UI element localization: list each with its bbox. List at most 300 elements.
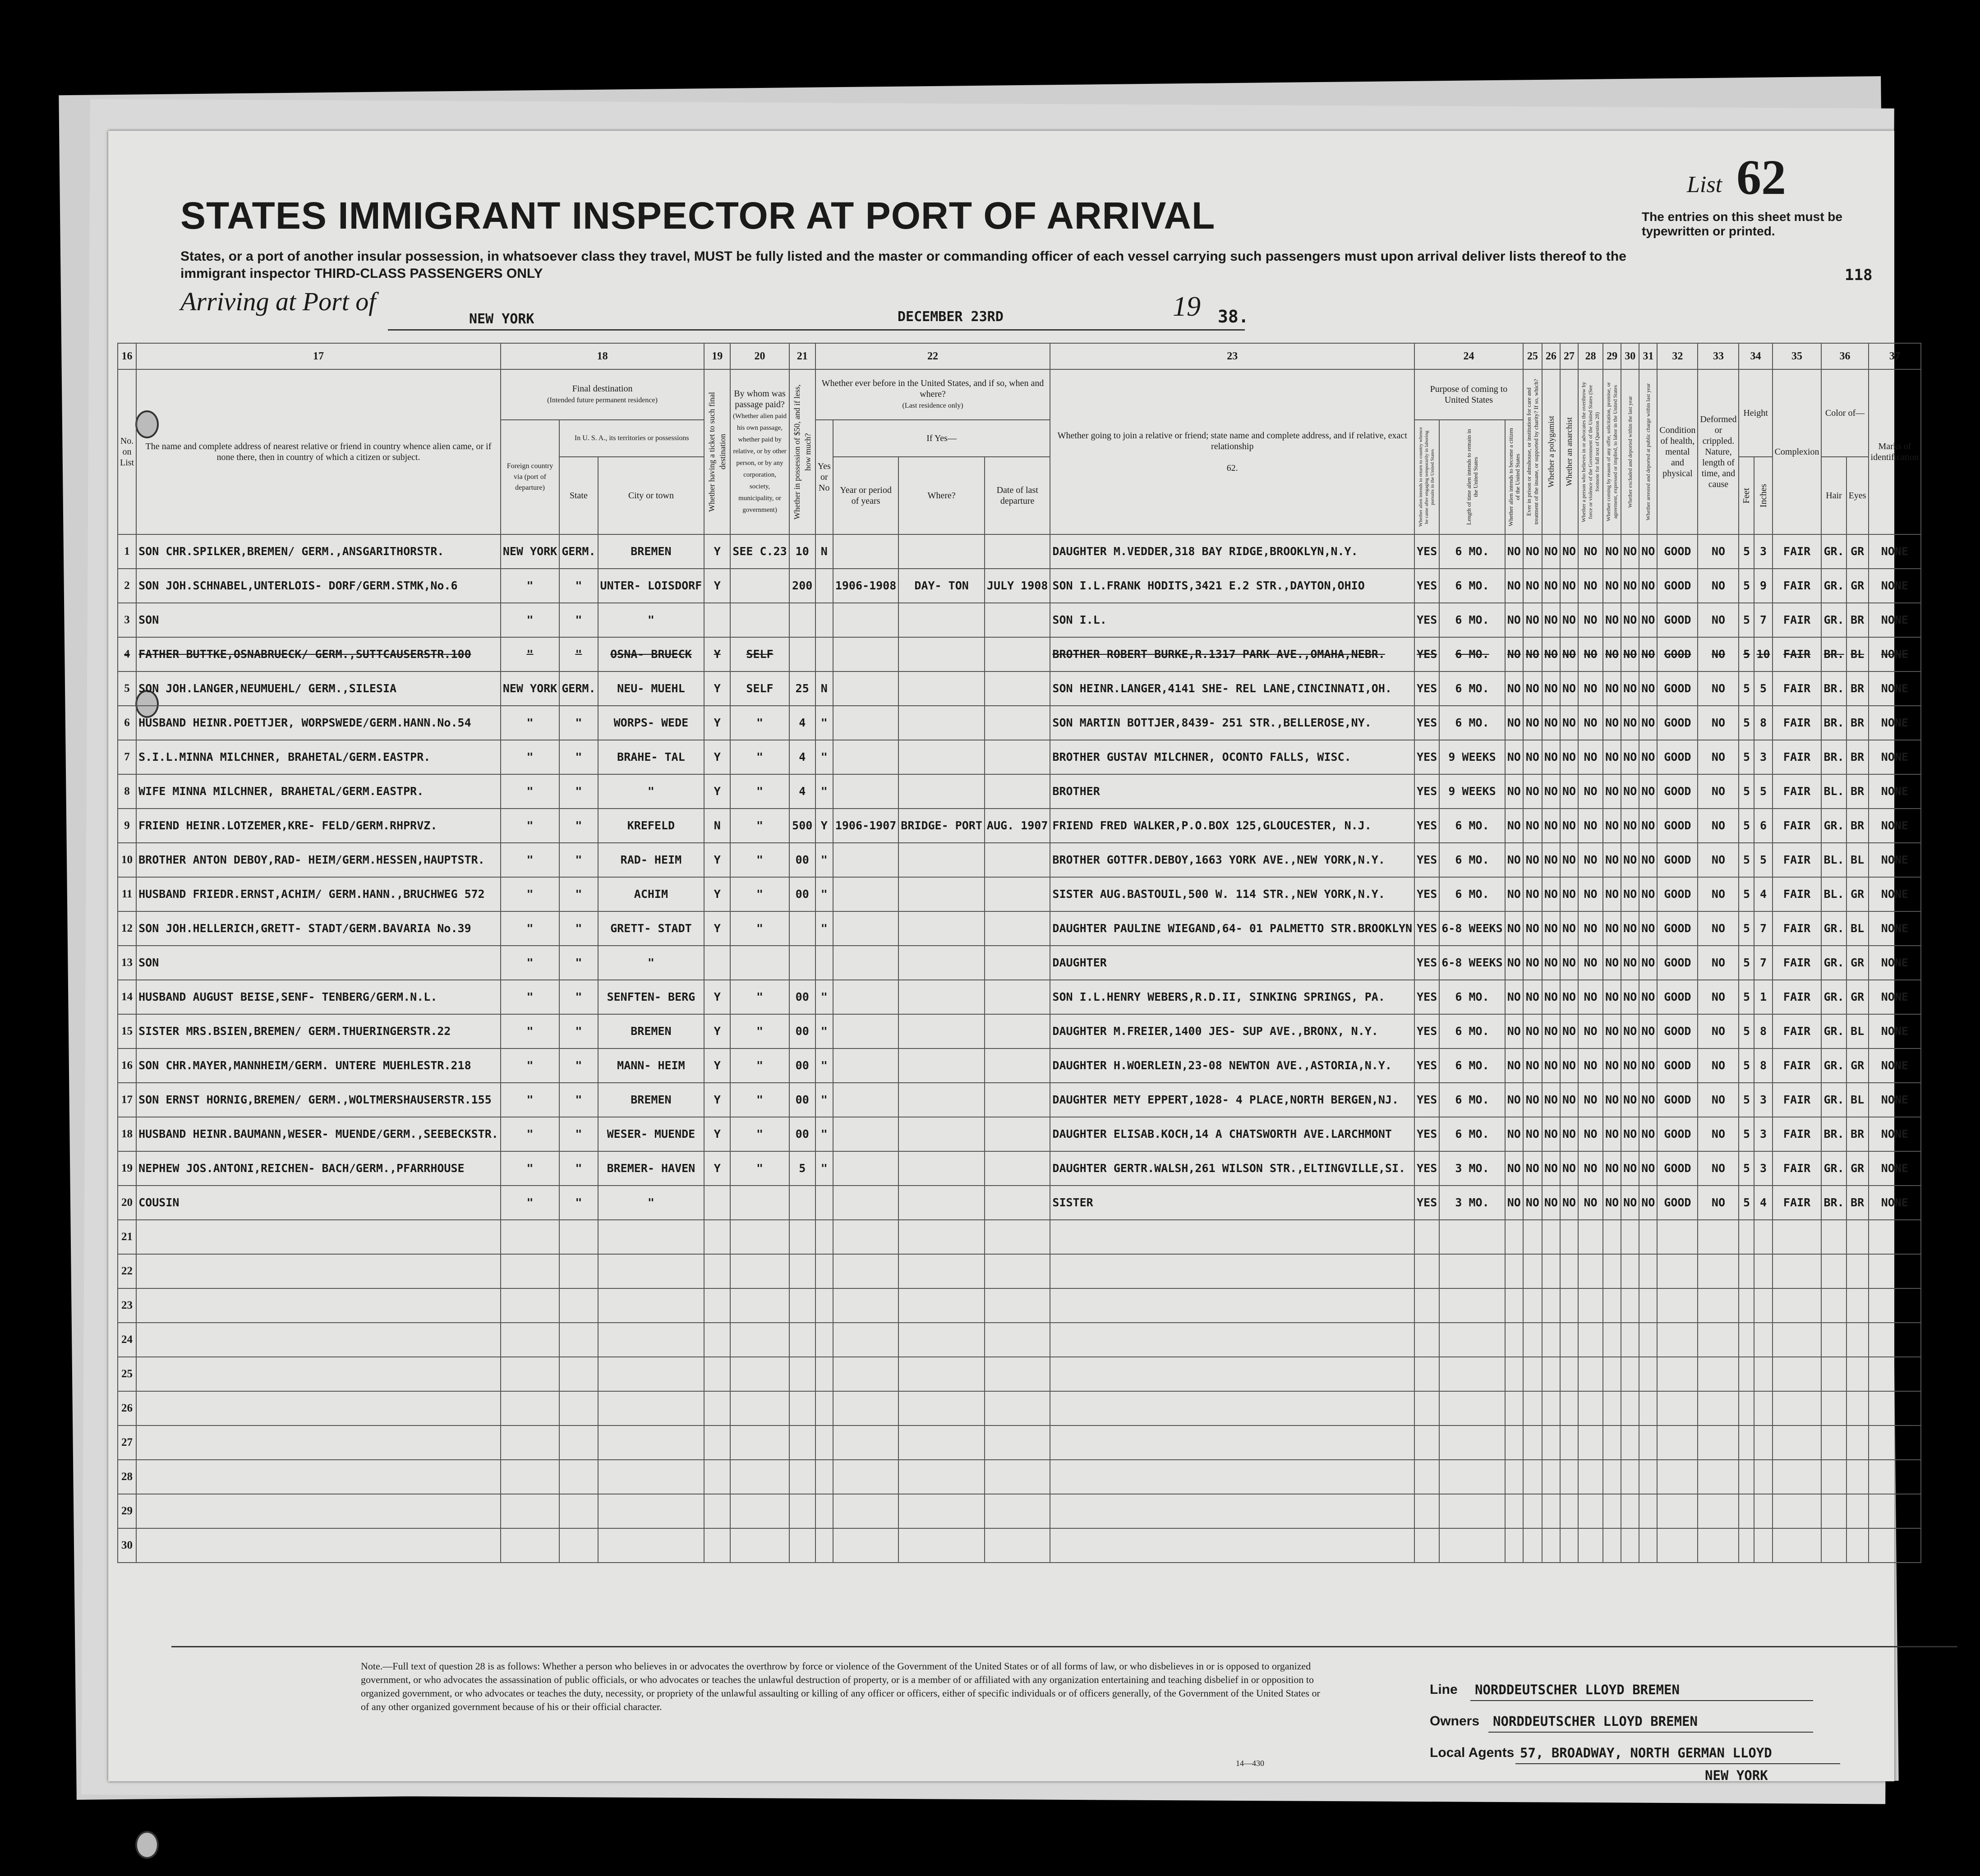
cell-via: NEW YORK	[501, 534, 559, 569]
cell-dep	[985, 946, 1050, 980]
page-number: 118	[1845, 266, 1873, 284]
cell-q29: NO	[1603, 911, 1621, 946]
cell-health: GOOD	[1657, 911, 1698, 946]
empty-cell	[1821, 1254, 1846, 1288]
cell-hair: GR.	[1821, 1014, 1846, 1048]
empty-cell	[598, 1220, 705, 1254]
cell-dep	[985, 637, 1050, 671]
empty-cell	[898, 1288, 985, 1323]
cell-ticket: Y	[704, 877, 730, 911]
empty-cell	[1621, 1460, 1639, 1494]
cell-ft: 5	[1739, 534, 1754, 569]
empty-cell	[1754, 1357, 1772, 1391]
cell-p2: 9 WEEKS	[1439, 774, 1505, 809]
list-label: List	[1687, 172, 1722, 198]
cell-money: 4	[789, 706, 815, 740]
cell-where: DAY- TON	[898, 569, 985, 603]
empty-cell	[985, 1460, 1050, 1494]
cell-q27: NO	[1560, 809, 1578, 843]
cell-n: 18	[118, 1117, 136, 1151]
empty-cell	[598, 1323, 705, 1357]
cell-join: DAUGHTER GERTR.WALSH,261 WILSON STR.,ELTINGVILLE,SI.	[1050, 1151, 1414, 1186]
empty-cell	[1639, 1391, 1657, 1425]
cell-city: MANN- HEIM	[598, 1048, 705, 1083]
cell-q25: NO	[1523, 877, 1542, 911]
empty-cell	[1414, 1528, 1439, 1563]
col-19-number: 19	[704, 343, 730, 369]
cell-city: "	[598, 774, 705, 809]
col-hair-header: Hair	[1821, 457, 1846, 534]
empty-cell	[501, 1288, 559, 1323]
empty-cell	[1739, 1288, 1754, 1323]
cell-city: UNTER- LOISDORF	[598, 569, 705, 603]
col-21-number: 21	[789, 343, 815, 369]
cell-q27: NO	[1560, 877, 1578, 911]
cell-state: "	[559, 1014, 598, 1048]
cell-dep: JULY 1908	[985, 569, 1050, 603]
page-subtitle: States, or a port of another insular possession, in whatsoever class they travel, MUST be fully listed and the master or commanding officer of each vessel carrying such passengers must upon arrival deliver lists thereof to the immigrant inspector THIRD-CLASS PASSENGERS ONLY	[180, 249, 1626, 281]
cell-hair: GR.	[1821, 534, 1846, 569]
cell-city: BREMEN	[598, 1083, 705, 1117]
empty-cell	[789, 1220, 815, 1254]
cell-comp: FAIR	[1773, 569, 1822, 603]
cell-paid	[730, 946, 789, 980]
cell-join: FRIEND FRED WALKER,P.O.BOX 125,GLOUCESTER, N.J.	[1050, 809, 1414, 843]
cell-n: 16	[118, 1048, 136, 1083]
cell-p2: 6 MO.	[1439, 843, 1505, 877]
cell-yn: "	[815, 1048, 833, 1083]
col-height-header: Height	[1739, 369, 1772, 457]
cell-n: 5	[118, 671, 136, 706]
empty-cell	[833, 1528, 898, 1563]
cell-join: BROTHER ROBERT BURKE,R.1317 PARK AVE.,OMAHA,NEBR.	[1050, 637, 1414, 671]
cell-marks: NONE	[1869, 1117, 1921, 1151]
cell-yrs	[833, 637, 898, 671]
cell-state: "	[559, 980, 598, 1014]
cell-q27: NO	[1560, 603, 1578, 637]
cell-q31: NO	[1639, 1014, 1657, 1048]
cell-ft: 5	[1739, 980, 1754, 1014]
cell-n: 3	[118, 603, 136, 637]
cell-q31: NO	[1639, 603, 1657, 637]
empty-cell	[815, 1357, 833, 1391]
cell-health: GOOD	[1657, 569, 1698, 603]
cell-rel: FRIEND HEINR.LOTZEMER,KRE- FELD/GERM.RHPRVZ.	[136, 809, 501, 843]
empty-cell	[1621, 1425, 1639, 1460]
cell-money: 00	[789, 1117, 815, 1151]
cell-where	[898, 1014, 985, 1048]
cell-q27: NO	[1560, 740, 1578, 774]
table-row	[118, 1186, 1921, 1220]
empty-cell	[789, 1528, 815, 1563]
cell-ft: 5	[1739, 1117, 1754, 1151]
empty-cell	[1869, 1528, 1921, 1563]
empty-cell	[1505, 1288, 1523, 1323]
cell-q27: NO	[1560, 980, 1578, 1014]
cell-q30: NO	[1621, 946, 1639, 980]
col-37-number: 37	[1869, 343, 1921, 369]
cell-city: KREFELD	[598, 809, 705, 843]
cell-via: "	[501, 980, 559, 1014]
cell-money	[789, 637, 815, 671]
cell-q26: NO	[1542, 843, 1560, 877]
empty-cell	[1439, 1288, 1505, 1323]
cell-paid: "	[730, 774, 789, 809]
cell-marks: NONE	[1869, 877, 1921, 911]
cell-health: GOOD	[1657, 1151, 1698, 1186]
cell-deformed: NO	[1698, 1083, 1739, 1117]
col-citizen-header	[1505, 420, 1523, 534]
cell-ft: 5	[1739, 946, 1754, 980]
col-23-number: 23	[1050, 343, 1414, 369]
col-27-number: 27	[1560, 343, 1578, 369]
col-24-number: 24	[1414, 343, 1523, 369]
cell-rel: NEPHEW JOS.ANTONI,REICHEN- BACH/GERM.,PFARRHOUSE	[136, 1151, 501, 1186]
cell-rel: HUSBAND HEINR.BAUMANN,WESER- MUENDE/GERM.,SEEBECKSTR.	[136, 1117, 501, 1151]
cell-yn: "	[815, 1151, 833, 1186]
cell-p3: NO	[1505, 1014, 1523, 1048]
cell-eyes: BL	[1846, 911, 1869, 946]
cell-ticket	[704, 603, 730, 637]
empty-cell	[730, 1288, 789, 1323]
empty-cell	[136, 1528, 501, 1563]
cell-p3: NO	[1505, 569, 1523, 603]
empty-cell	[985, 1357, 1050, 1391]
empty-cell	[1869, 1357, 1921, 1391]
cell-marks: NONE	[1869, 671, 1921, 706]
cell-state: "	[559, 1151, 598, 1186]
cell-deformed: NO	[1698, 1117, 1739, 1151]
cell-n: 25	[118, 1357, 136, 1391]
cell-n: 26	[118, 1391, 136, 1425]
cell-p1: YES	[1414, 1083, 1439, 1117]
empty-cell	[1050, 1323, 1414, 1357]
empty-cell	[1505, 1323, 1523, 1357]
cell-q31: NO	[1639, 1048, 1657, 1083]
empty-cell	[833, 1357, 898, 1391]
table-row	[118, 911, 1921, 946]
empty-cell	[1754, 1391, 1772, 1425]
cell-eyes: GR	[1846, 569, 1869, 603]
col-list-number-header: No. on List	[118, 369, 136, 534]
cell-money: 00	[789, 1014, 815, 1048]
cell-q27: NO	[1560, 911, 1578, 946]
cell-n: 30	[118, 1528, 136, 1563]
cell-yrs	[833, 911, 898, 946]
cell-n: 23	[118, 1288, 136, 1323]
table-row	[118, 671, 1921, 706]
cell-health: GOOD	[1657, 877, 1698, 911]
empty-row	[118, 1391, 1921, 1425]
empty-cell	[985, 1494, 1050, 1528]
cell-q29: NO	[1603, 637, 1621, 671]
table-row	[118, 603, 1921, 637]
empty-cell	[1698, 1220, 1739, 1254]
empty-cell	[985, 1391, 1050, 1425]
cell-deformed: NO	[1698, 706, 1739, 740]
cell-q29: NO	[1603, 877, 1621, 911]
empty-cell	[1523, 1494, 1542, 1528]
cell-q25: NO	[1523, 534, 1542, 569]
cell-q28: NO	[1578, 877, 1603, 911]
empty-cell	[1603, 1528, 1621, 1563]
empty-cell	[789, 1460, 815, 1494]
cell-dep	[985, 1014, 1050, 1048]
polygamist-header-text: Whether a polygamist	[1546, 416, 1556, 488]
empty-cell	[1621, 1288, 1639, 1323]
empty-cell	[1773, 1494, 1822, 1528]
cell-city: "	[598, 603, 705, 637]
cell-paid: SEE C.23	[730, 534, 789, 569]
empty-cell	[1050, 1220, 1414, 1254]
cell-yrs	[833, 1186, 898, 1220]
cell-hair: GR.	[1821, 603, 1846, 637]
cell-q30: NO	[1621, 534, 1639, 569]
cell-p2: 6 MO.	[1439, 603, 1505, 637]
cell-q29: NO	[1603, 569, 1621, 603]
cell-q30: NO	[1621, 1117, 1639, 1151]
empty-cell	[1439, 1220, 1505, 1254]
cell-in: 1	[1754, 980, 1772, 1014]
table-row	[118, 569, 1921, 603]
cell-q31: NO	[1639, 980, 1657, 1014]
cell-ft: 5	[1739, 1186, 1754, 1220]
cell-n: 13	[118, 946, 136, 980]
col-deported-header	[1639, 369, 1657, 534]
table-row	[118, 946, 1921, 980]
cell-rel: SON CHR.SPILKER,BREMEN/ GERM.,ANSGARITHORSTR.	[136, 534, 501, 569]
cell-p1: YES	[1414, 603, 1439, 637]
cell-q28: NO	[1578, 1117, 1603, 1151]
cell-yn: Y	[815, 809, 833, 843]
cell-deformed: NO	[1698, 946, 1739, 980]
cell-yn	[815, 569, 833, 603]
empty-cell	[833, 1254, 898, 1288]
cell-ft: 5	[1739, 877, 1754, 911]
cell-deformed: NO	[1698, 1186, 1739, 1220]
cell-health: GOOD	[1657, 1048, 1698, 1083]
empty-cell	[1739, 1460, 1754, 1494]
empty-cell	[815, 1460, 833, 1494]
empty-cell	[1523, 1357, 1542, 1391]
empty-cell	[898, 1220, 985, 1254]
empty-cell	[833, 1288, 898, 1323]
table-row	[118, 1014, 1921, 1048]
cell-via: "	[501, 706, 559, 740]
col-departure-header: Date of last departure	[985, 457, 1050, 534]
empty-cell	[1773, 1391, 1822, 1425]
empty-cell	[1739, 1494, 1754, 1528]
cell-join: DAUGHTER PAULINE WIEGAND,64- 01 PALMETTO STR.BROOKLYN	[1050, 911, 1414, 946]
cell-in: 9	[1754, 569, 1772, 603]
cell-q28: NO	[1578, 774, 1603, 809]
empty-cell	[136, 1254, 501, 1288]
empty-cell	[1621, 1494, 1639, 1528]
cell-q30: NO	[1621, 809, 1639, 843]
arrival-underline	[388, 329, 1245, 331]
cell-q27: NO	[1560, 671, 1578, 706]
cell-where	[898, 980, 985, 1014]
cell-q27: NO	[1560, 1014, 1578, 1048]
cell-comp: FAIR	[1773, 809, 1822, 843]
cell-deformed: NO	[1698, 911, 1739, 946]
empty-cell	[1050, 1528, 1414, 1563]
cell-health: GOOD	[1657, 740, 1698, 774]
footer-divider	[171, 1646, 1957, 1647]
empty-row	[118, 1494, 1921, 1528]
cell-n: 28	[118, 1460, 136, 1494]
cell-hair: GR.	[1821, 569, 1846, 603]
empty-cell	[1523, 1460, 1542, 1494]
col-22-number: 22	[815, 343, 1050, 369]
cell-join: SON I.L.	[1050, 603, 1414, 637]
empty-cell	[1603, 1357, 1621, 1391]
cell-eyes: GR	[1846, 946, 1869, 980]
cell-comp: FAIR	[1773, 671, 1822, 706]
col-feet-header	[1739, 457, 1754, 534]
cell-q28: NO	[1578, 534, 1603, 569]
empty-cell	[815, 1528, 833, 1563]
cell-q25: NO	[1523, 569, 1542, 603]
cell-in: 3	[1754, 1117, 1772, 1151]
cell-deformed: NO	[1698, 774, 1739, 809]
empty-cell	[985, 1425, 1050, 1460]
empty-cell	[1439, 1391, 1505, 1425]
cell-yrs: 1906-1908	[833, 569, 898, 603]
cell-city: OSNA- BRUECK	[598, 637, 705, 671]
inches-header-text: Inches	[1758, 483, 1768, 508]
cell-via: "	[501, 1083, 559, 1117]
cell-paid: "	[730, 740, 789, 774]
cell-money: 10	[789, 534, 815, 569]
empty-cell	[730, 1494, 789, 1528]
empty-cell	[1698, 1391, 1739, 1425]
cell-p3: NO	[1505, 1083, 1523, 1117]
feet-header-text: Feet	[1741, 487, 1752, 504]
cell-health: GOOD	[1657, 946, 1698, 980]
cell-q25: NO	[1523, 946, 1542, 980]
empty-cell	[1523, 1254, 1542, 1288]
cell-q26: NO	[1542, 706, 1560, 740]
empty-cell	[1698, 1323, 1739, 1357]
empty-cell	[1621, 1220, 1639, 1254]
empty-cell	[136, 1288, 501, 1323]
entries-note: The entries on this sheet must be typewritten or printed.	[1642, 210, 1842, 238]
empty-cell	[1578, 1288, 1603, 1323]
arriving-label: Arriving at Port of	[180, 287, 376, 316]
empty-cell	[1603, 1494, 1621, 1528]
cell-health: GOOD	[1657, 809, 1698, 843]
manifest-table	[117, 343, 1921, 1563]
empty-cell	[1578, 1425, 1603, 1460]
empty-cell	[1523, 1288, 1542, 1323]
cell-marks: NONE	[1869, 569, 1921, 603]
cell-q29: NO	[1603, 1083, 1621, 1117]
cell-state: "	[559, 911, 598, 946]
cell-eyes: BR	[1846, 740, 1869, 774]
cell-n: 29	[118, 1494, 136, 1528]
cell-paid	[730, 603, 789, 637]
cell-where	[898, 1186, 985, 1220]
footnote-question-28: Note.—Full text of question 28 is as follows: Whether a person who believes in or advocates the overthrow by force or violence of the Government of the United States or of all forms of law, or who disbelieves in or is opposed to organized government, or who advocates the assassination of public officials, or who advocates or teaches the unlawful destruction of property, or is a member of or affiliated with any organization entertaining and teaching disbelief in or opposition to organized government, or who advocates or teaches the duty, necessity, or propriety of the unlawful assaulting or killing of any officer or officers, either of specific individuals or of officers generally, of the Government of the United States or of any other organized government because of his or their official character.	[361, 1660, 1320, 1712]
empty-cell	[136, 1494, 501, 1528]
cell-q25: NO	[1523, 1117, 1542, 1151]
empty-cell	[1821, 1391, 1846, 1425]
empty-cell	[1542, 1494, 1560, 1528]
cell-n: 21	[118, 1220, 136, 1254]
empty-cell	[1560, 1391, 1578, 1425]
cell-hair: BL.	[1821, 843, 1846, 877]
empty-cell	[1560, 1425, 1578, 1460]
empty-cell	[136, 1323, 501, 1357]
cell-health: GOOD	[1657, 534, 1698, 569]
empty-cell	[1846, 1391, 1869, 1425]
cell-q31: NO	[1639, 1186, 1657, 1220]
empty-cell	[704, 1391, 730, 1425]
cell-eyes: GR	[1846, 534, 1869, 569]
empty-cell	[136, 1460, 501, 1494]
empty-cell	[1754, 1528, 1772, 1563]
col-28-number: 28	[1578, 343, 1603, 369]
cell-eyes: GR	[1846, 1151, 1869, 1186]
cell-ft: 5	[1739, 774, 1754, 809]
empty-cell	[985, 1323, 1050, 1357]
empty-cell	[1754, 1220, 1772, 1254]
empty-cell	[1754, 1425, 1772, 1460]
table-row	[118, 534, 1921, 569]
cell-via: "	[501, 637, 559, 671]
empty-cell	[833, 1494, 898, 1528]
cell-state: "	[559, 843, 598, 877]
cell-q29: NO	[1603, 809, 1621, 843]
empty-cell	[1639, 1425, 1657, 1460]
cell-money: 00	[789, 1083, 815, 1117]
cell-state: "	[559, 1048, 598, 1083]
table-row	[118, 1048, 1921, 1083]
cell-money	[789, 603, 815, 637]
cell-dep	[985, 1048, 1050, 1083]
cell-yrs	[833, 1117, 898, 1151]
cell-yrs	[833, 1014, 898, 1048]
col-destination-header	[501, 369, 704, 420]
cell-yrs	[833, 603, 898, 637]
cell-p3: NO	[1505, 946, 1523, 980]
empty-cell	[1603, 1288, 1621, 1323]
cell-n: 8	[118, 774, 136, 809]
arrival-date: DECEMBER 23RD	[898, 309, 1004, 325]
cell-q31: NO	[1639, 1151, 1657, 1186]
empty-cell	[1739, 1357, 1754, 1391]
empty-cell	[1657, 1528, 1698, 1563]
empty-cell	[1505, 1528, 1523, 1563]
empty-cell	[1505, 1494, 1523, 1528]
empty-cell	[730, 1528, 789, 1563]
empty-cell	[598, 1494, 705, 1528]
cell-p1: YES	[1414, 946, 1439, 980]
cell-q31: NO	[1639, 877, 1657, 911]
cell-q30: NO	[1621, 1083, 1639, 1117]
cell-deformed: NO	[1698, 1014, 1739, 1048]
cell-q26: NO	[1542, 534, 1560, 569]
cell-where	[898, 1117, 985, 1151]
cell-yrs	[833, 1048, 898, 1083]
empty-cell	[1657, 1323, 1698, 1357]
cell-q28: NO	[1578, 911, 1603, 946]
cell-money: 5	[789, 1151, 815, 1186]
cell-money	[789, 946, 815, 980]
cell-in: 5	[1754, 843, 1772, 877]
cell-p1: YES	[1414, 809, 1439, 843]
